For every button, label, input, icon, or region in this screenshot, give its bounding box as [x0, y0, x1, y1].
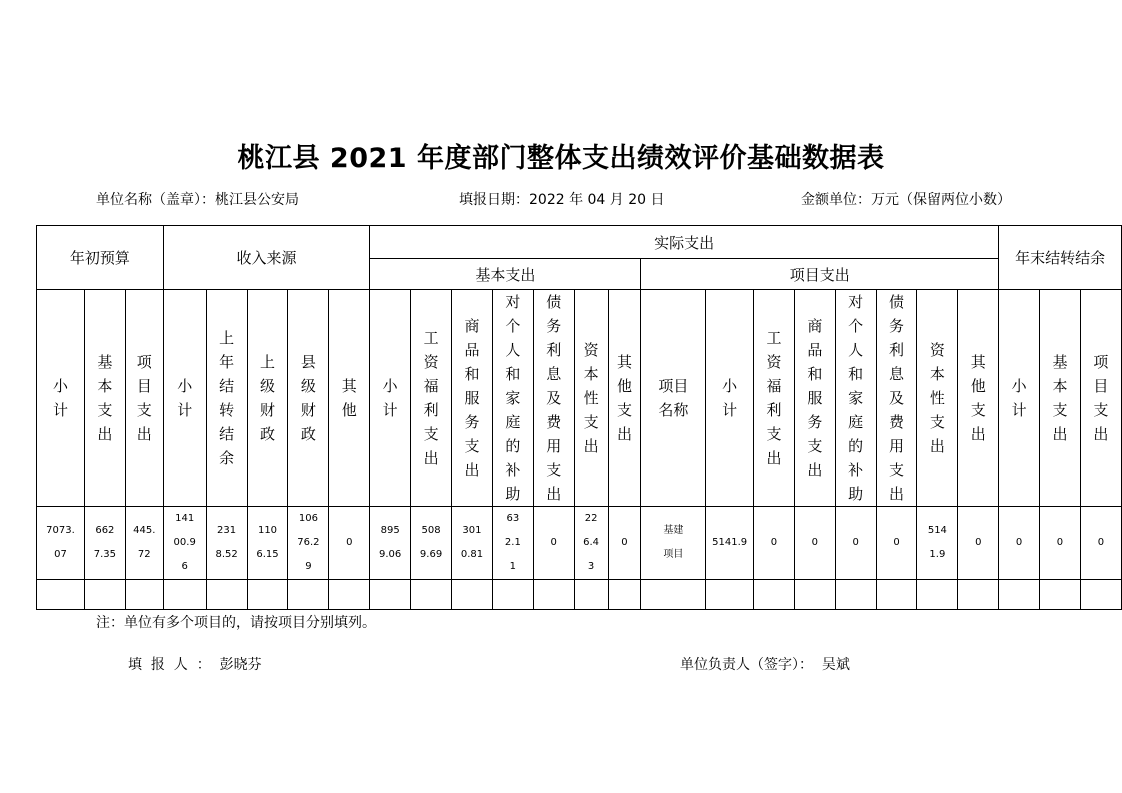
col-header: 小计 — [163, 290, 206, 507]
cell-value: 1106.15 — [247, 507, 288, 580]
cell-value: 8959.06 — [370, 507, 411, 580]
col-header: 项目支出 — [125, 290, 163, 507]
col-header: 其他 — [329, 290, 370, 507]
col-header: 小计 — [37, 290, 85, 507]
page-title: 桃江县 2021 年度部门整体支出绩效评价基础数据表 — [237, 143, 885, 174]
cell-value: 0 — [533, 507, 574, 580]
cell-value: 0 — [754, 507, 795, 580]
currency-unit: 金额单位：万元（保留两位小数） — [801, 192, 1011, 208]
col-header: 对个人和家庭的补助 — [492, 290, 533, 507]
col-header: 其他支出 — [608, 290, 641, 507]
col-header: 其他支出 — [958, 290, 999, 507]
budget-table — [36, 225, 1122, 610]
col-header: 小计 — [370, 290, 411, 507]
col-header: 工资福利支出 — [411, 290, 452, 507]
col-header: 上级财政 — [247, 290, 288, 507]
col-header: 县级财政 — [288, 290, 329, 507]
header-carryover: 年末结转结余 — [999, 226, 1122, 290]
col-header: 债务利息及费用支出 — [533, 290, 574, 507]
filler-name: 填 报 人 ： 彭晓芬 — [128, 657, 262, 673]
col-header: 小计 — [999, 290, 1040, 507]
cell-value: 0 — [794, 507, 835, 580]
col-header: 资本性支出 — [574, 290, 608, 507]
col-header: 商品和服务支出 — [794, 290, 835, 507]
col-header: 项目支出 — [1080, 290, 1121, 507]
cell-value: 5141.9 — [917, 507, 958, 580]
cell-value: 10676.29 — [288, 507, 329, 580]
header-budget: 年初预算 — [37, 226, 164, 290]
cell-value: 0 — [608, 507, 641, 580]
col-header: 小计 — [706, 290, 754, 507]
cell-value: 5089.69 — [411, 507, 452, 580]
cell-value: 445.72 — [125, 507, 163, 580]
cell-value: 5141.9 — [706, 507, 754, 580]
cell-value: 226.43 — [574, 507, 608, 580]
header-actual: 实际支出 — [370, 226, 999, 259]
cell-value: 14100.96 — [163, 507, 206, 580]
col-header: 工资福利支出 — [754, 290, 795, 507]
cell-value: 632.11 — [492, 507, 533, 580]
cell-value: 7073.07 — [37, 507, 85, 580]
cell-value: 0 — [958, 507, 999, 580]
header-income: 收入来源 — [163, 226, 369, 290]
leader-signature: 单位负责人（签字）： 吴斌 — [680, 657, 850, 673]
col-header: 商品和服务支出 — [452, 290, 493, 507]
report-date: 填报日期：2022 年 04 月 20 日 — [459, 192, 665, 208]
cell-value: 3010.81 — [452, 507, 493, 580]
col-header: 对个人和家庭的补助 — [835, 290, 876, 507]
unit-name: 单位名称（盖章）：桃江县公安局 — [96, 192, 299, 208]
col-header: 资本性支出 — [917, 290, 958, 507]
cell-value: 0 — [999, 507, 1040, 580]
cell-value: 0 — [329, 507, 370, 580]
cell-value: 0 — [835, 507, 876, 580]
col-header: 债务利息及费用支出 — [876, 290, 917, 507]
cell-value: 基建项目 — [641, 507, 706, 580]
col-header: 基本支出 — [84, 290, 125, 507]
cell-value: 0 — [876, 507, 917, 580]
cell-value: 0 — [1080, 507, 1121, 580]
column-header-row — [37, 290, 1122, 507]
cell-value: 2318.52 — [206, 507, 247, 580]
footnote: 注：单位有多个项目的，请按项目分别填列。 — [96, 615, 376, 631]
col-header: 项目名称 — [641, 290, 706, 507]
blank-row — [37, 580, 1122, 610]
col-header: 基本支出 — [1040, 290, 1081, 507]
col-header: 上年结转结余 — [206, 290, 247, 507]
table-row — [37, 507, 1122, 580]
header-basic: 基本支出 — [370, 259, 641, 290]
cell-value: 0 — [1040, 507, 1081, 580]
header-project: 项目支出 — [641, 259, 999, 290]
cell-value: 6627.35 — [84, 507, 125, 580]
